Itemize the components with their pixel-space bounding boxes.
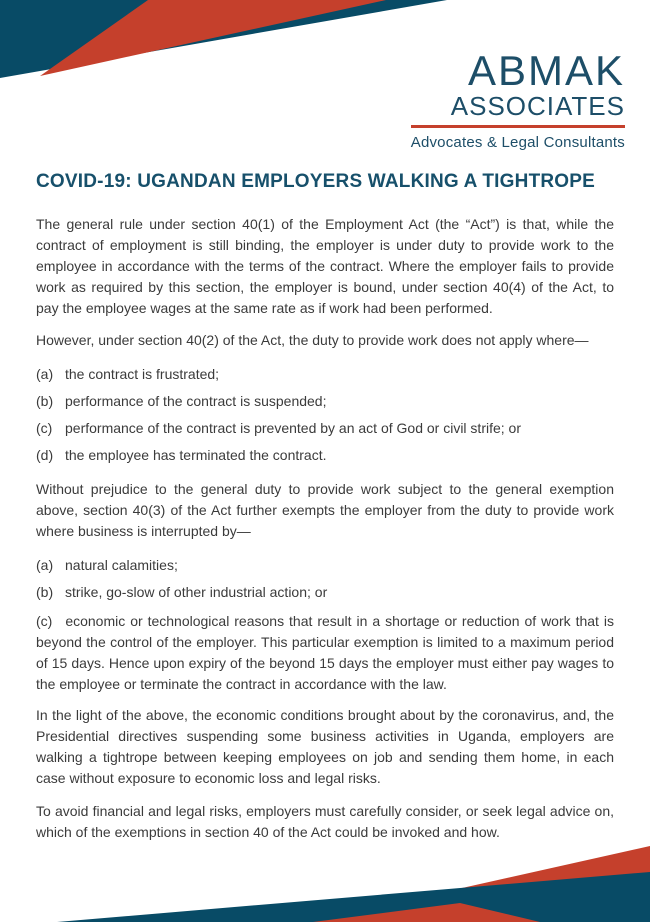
teal-swoosh-shape — [57, 872, 650, 922]
item-text: natural calamities; — [65, 557, 178, 573]
item-label: (d) — [36, 447, 54, 463]
item-text: economic or technological reasons that result in a shortage or reduction of work that is beyond the control of the employer. This particular exemption is limited to a maximum period of 15 days. Hence upon expiry of the beyond 15 days the employer must either pay wages to the employee or terminate the contract in accordance with the law. — [36, 613, 614, 692]
item-label: (b) — [36, 393, 54, 409]
red-triangle-shape — [40, 0, 386, 76]
item-label: (c) — [36, 420, 53, 436]
list-item — [36, 555, 614, 576]
paragraph-item-c-economic — [36, 611, 614, 695]
paragraph-section-40-3: Without prejudice to the general duty to provide work subject to the general exemption above, section 40(3) of the Act further exempts the employer from the duty to provide work where business is interrupted by— — [36, 481, 614, 539]
list-item — [36, 364, 614, 385]
item-text: the contract is frustrated; — [65, 366, 220, 382]
article-title: COVID-19: UGANDAN EMPLOYERS WALKING A TIGHTROPE — [36, 171, 596, 192]
item-text: the employee has terminated the contract. — [65, 447, 327, 463]
list-item — [36, 418, 614, 439]
item-text: performance of the contract is prevented by an act of God or civil strife; or — [65, 420, 521, 436]
item-label: (a) — [36, 557, 54, 573]
item-label: (a) — [36, 366, 54, 382]
item-label: (b) — [36, 584, 54, 600]
bottom-right-swoosh-decoration — [0, 842, 650, 922]
list-item — [36, 445, 614, 466]
paragraph-section-40-2: However, under section 40(2) of the Act, the duty to provide work does not apply where— — [36, 332, 589, 348]
paragraph-general-rule: The general rule under section 40(1) of the Employment Act (the “Act”) is that, while the contract of employment is still binding, the employer is under duty to provide work to the employee in accordance with the terms of the contract. Where the employer fails to provide work as required by this section, the employer is bound, under section 40(4) of the Act, to pay the employee wages at the same rate as if work had been performed. — [36, 216, 614, 316]
exemption-list-2 — [36, 555, 614, 603]
item-text: performance of the contract is suspended; — [65, 393, 327, 409]
teal-triangle-shape — [0, 0, 447, 78]
list-item — [36, 582, 614, 603]
brand-name-secondary: ASSOCIATES — [450, 91, 625, 121]
brand-tagline: Advocates & Legal Consultants — [410, 134, 625, 151]
company-logo — [410, 47, 625, 151]
list-item — [36, 391, 614, 412]
red-triangle-shape — [310, 846, 650, 922]
brand-divider-line — [411, 125, 625, 128]
article-body — [36, 170, 614, 843]
paragraph-tightrope: In the light of the above, the economic conditions brought about by the coronavirus, and, the Presidential directives suspending some business activities in Uganda, employers are walking a tightrope between keeping employees on job and sending them home, in each case without exposure to economic loss and legal risks. — [36, 707, 614, 786]
exemption-list-1 — [36, 364, 614, 466]
item-text: strike, go-slow of other industrial action; or — [65, 584, 328, 600]
brand-name-primary: ABMAK — [467, 47, 625, 94]
item-label: (c) — [36, 613, 53, 629]
paragraph-advice: To avoid financial and legal risks, employers must carefully consider, or seek legal advice on, which of the exemptions in section 40 of the Act could be invoked and how. — [36, 803, 614, 840]
